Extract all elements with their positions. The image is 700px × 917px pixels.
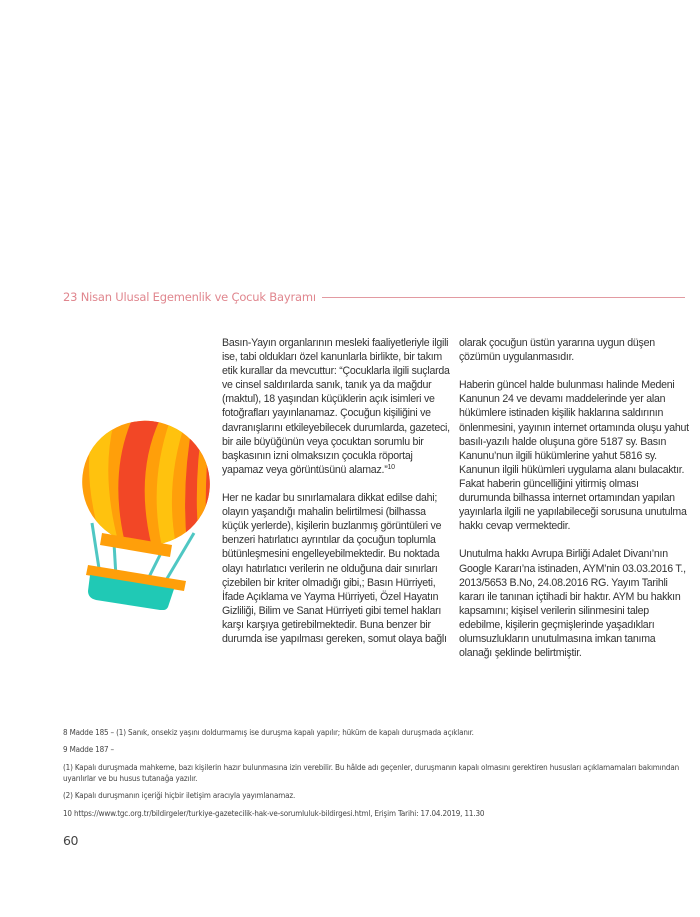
footnote-ref[interactable]: 10 [387,463,395,471]
hot-air-balloon-icon [76,415,216,610]
section-header [63,288,685,306]
paragraph: olarak çocuğun üstün yararına uygun düşen çözümün uygulanmasıdır. [459,337,655,364]
paragraph: Unutulma hakkı Avrupa Birliği Adalet Divanı’nın Google Kararı’na istinaden, AYM’nin 03.03.2016 T., 2013/5653 B.No, 24.08.2016 RG. Yayım Tarihli kararı ile tanınan içtihadi bir haktır. AYM bu hakkın kapsamını; kişisel verilerin silinmesini talep edebilme, kişilerin geçmişlerinde yaşadıkları olumsuzlukların unutulmasına imkan tanıma olanağı şeklinde belirtmiştir. [459,548,686,660]
section-divider [322,297,685,298]
footnote-9-clause-1: (1) Kapalı duruşmada mahkeme, bazı kişilerin hazır bulunmasına izin verebilir. Bu hâlde adı geçenler, duruşmanın kapalı olmasını gerektiren hususları açıklamamaları bakımından uyarılırlar ve bu husus tutanağa yazılır. [63,762,680,784]
paragraph: Her ne kadar bu sınırlamalara dikkat edilse dahi; olayın yaşandığı mahalin belirtilmesi (bilhassa küçük yerlerde), kişilerin buzlanmış görüntüleri ve benzeri hatırlatıcı ayrıntılar da çocuğun toplumla bütünleşmesini engelleyebilmektedir. Bu noktada olayı hatırlatıcı verilerin ne olduğuna dair sınırları çizebilen bir kriter olmadığı gibi,; Basın Hürriyeti, İfade Açıklama ve Yayma Hürriyeti, Özel Hayatın Gizliliği, Bilim ve Sanat Hürriyeti gibi temel hakları karşı karşıya getirebilmektedir. Buna benzer bir durumda ise yapılması gereken, somut olaya bağlı [222,492,447,645]
footnotes [63,727,688,825]
section-title: 23 Nisan Ulusal Egemenlik ve Çocuk Bayramı [63,290,316,304]
text-column-left [222,336,454,660]
paragraph: Haberin güncel halde bulunması halinde Medeni Kanunun 24 ve devamı maddelerinde yer alan hükümlere istinaden kişilik haklarına saldırının önlenmesini, yayının internet ortamında oluşu yahut basılı-yazılı halde oluşuna göre 5187 sy. Basın Kanunu’nun ilgili hükümlerine yahut 5816 sy. Kanunun ilgili hükümleri uygulama alanı bulacaktır. Fakat haberin güncelliğini yitirmiş olması durumunda bilhassa internet ortamından yapılan yayınlarla ilgili ne yapılabileceği sorusuna unutulma hakkı cevap vermektedir. [459,379,689,533]
text-column-right [459,336,691,674]
page-number: 60 [63,833,78,848]
footnote-10: 10 https://www.tgc.org.tr/bildirgeler/turkiye-gazetecilik-hak-ve-sorumluluk-bildirgesi.html, Erişim Tarihi: 17.04.2019, 11.30 [63,808,485,818]
footnote-9-clause-2: (2) Kapalı duruşmanın içeriği hiçbir iletişim aracıyla yayımlanamaz. [63,791,296,801]
footnote-9: 9 Madde 187 – [63,745,115,755]
footnote-8: 8 Madde 185 – (1) Sanık, onsekiz yaşını doldurmamış ise duruşma kapalı yapılır; hüküm de kapalı duruşmada açıklanır. [63,728,474,737]
paragraph: Basın-Yayın organlarının mesleki faaliyetleriyle ilgili ise, tabi oldukları özel kanunlarla birlikte, bir takım etik kurallar da mevcuttur: “Çocuklarla ilgili suçlarda ve cinsel saldırılarda sanık, tanık ya da mağdur (maktul), 18 yaşından küçüklerin açık isimleri ve fotoğrafları yayınlanamaz. Çocuğun kişiliğini ve davranışlarını etkileyebilecek durumlarda, gazeteci, bir aile büyüğünün veya çocuktan sorumlu bir başkasının izni olmaksızın çocukla röportaj yapamaz veya görüntüsünü alamaz.”$^{10}$ [222,337,450,476]
